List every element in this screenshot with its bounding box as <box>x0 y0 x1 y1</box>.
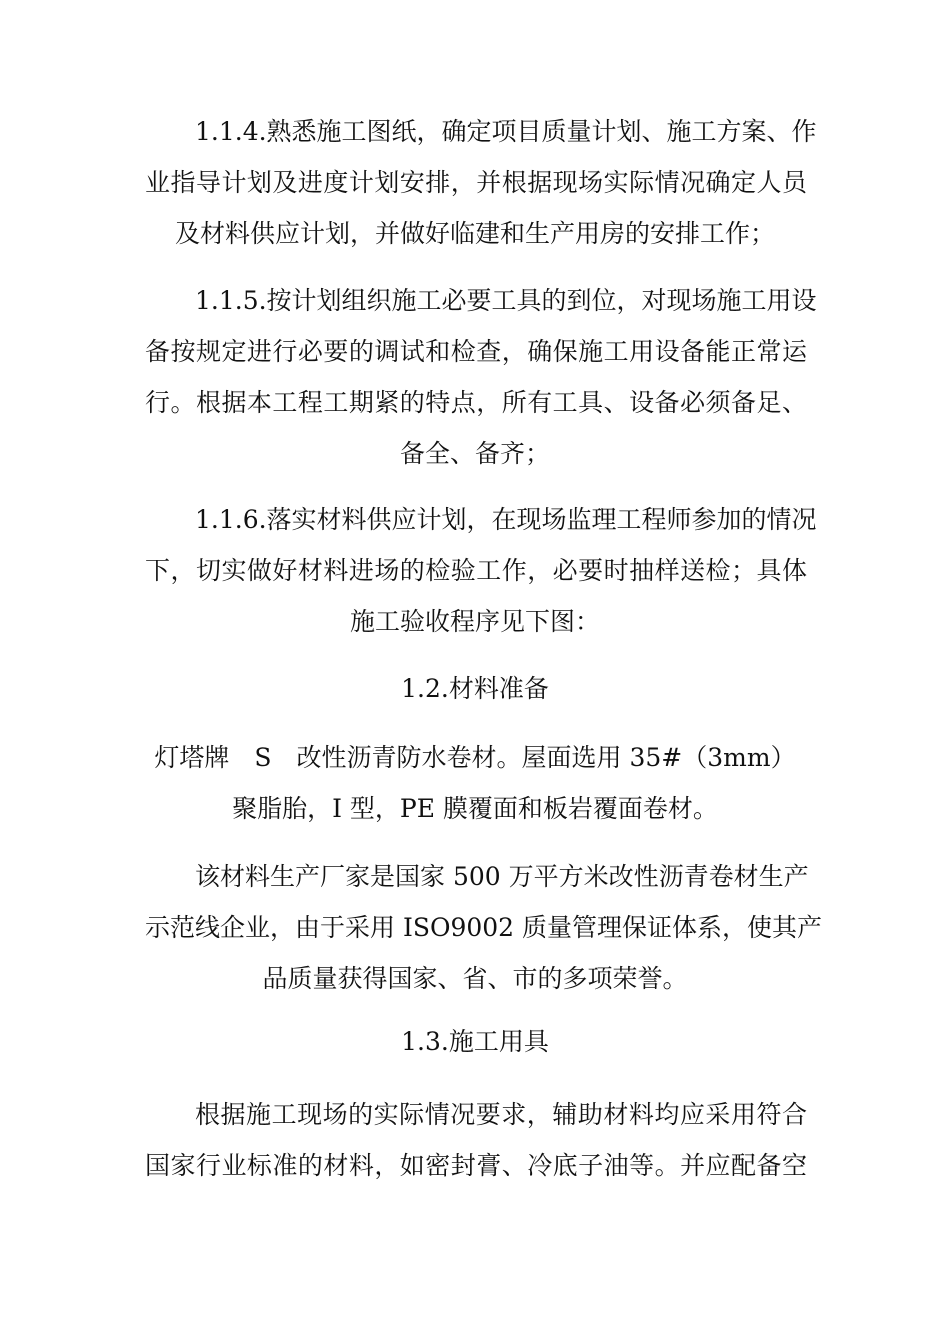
paragraph-1-2-b-line-3: 品质量获得国家、省、市的多项荣誉。 <box>262 964 688 993</box>
paragraph-1-1-6-line-1: 1.1.6.落实材料供应计划，在现场监理工程师参加的情况 <box>195 505 817 534</box>
paragraph-1-3-line-1: 根据施工现场的实际情况要求，辅助材料均应采用符合 <box>195 1100 807 1129</box>
paragraph-1-1-5-line-4: 备全、备齐； <box>399 439 550 468</box>
paragraph-1-2-b-line-1: 该材料生产厂家是国家 500 万平方米改性沥青卷材生产 <box>195 862 809 891</box>
paragraph-1-2-a-line-1: 灯塔牌 S 改性沥青防水卷材。屋面选用 35#（3mm） <box>154 743 796 772</box>
paragraph-1-1-4-line-2: 业指导计划及进度计划安排，并根据现场实际情况确定人员 <box>145 168 807 197</box>
paragraph-1-1-4-line-1: 1.1.4.熟悉施工图纸，确定项目质量计划、施工方案、作 <box>195 117 817 146</box>
paragraph-1-1-4-line-3: 及材料供应计划，并做好临建和生产用房的安排工作； <box>174 219 775 248</box>
paragraph-1-1-5-line-1: 1.1.5.按计划组织施工必要工具的到位，对现场施工用设 <box>195 286 817 315</box>
paragraph-1-3-line-2: 国家行业标准的材料，如密封膏、冷底子油等。并应配备空 <box>145 1151 807 1180</box>
paragraph-1-1-5-line-3: 行。根据本工程工期紧的特点，所有工具、设备必须备足、 <box>145 388 807 417</box>
heading-1-2: 1.2.材料准备 <box>401 674 549 703</box>
paragraph-1-1-6-line-2: 下，切实做好材料进场的检验工作，必要时抽样送检；具体 <box>145 556 807 585</box>
paragraph-1-2-a-line-2: 聚脂胎，I 型，PE 膜覆面和板岩覆面卷材。 <box>232 794 718 823</box>
paragraph-1-1-5-line-2: 备按规定进行必要的调试和检查，确保施工用设备能正常运 <box>145 337 807 366</box>
paragraph-1-1-6-line-3: 施工验收程序见下图： <box>349 607 600 636</box>
paragraph-1-2-b-line-2: 示范线企业，由于采用 ISO9002 质量管理保证体系，使其产 <box>145 913 823 942</box>
heading-1-3: 1.3.施工用具 <box>401 1027 549 1056</box>
